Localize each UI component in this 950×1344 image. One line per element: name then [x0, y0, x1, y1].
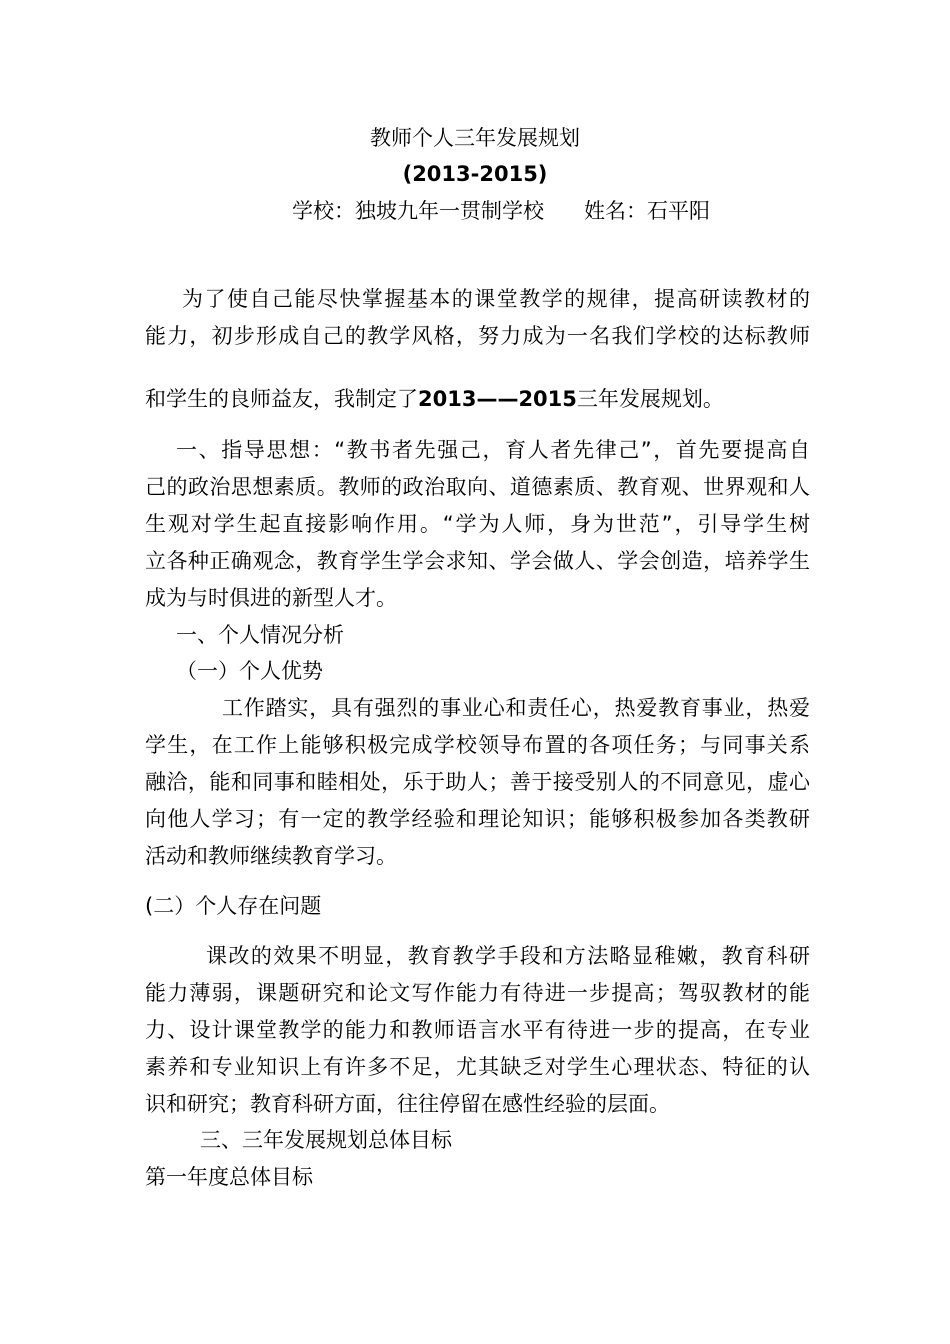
problems-line-2: 能力薄弱，课题研究和论文写作能力有待进一步提高；驾驭教材的能 — [145, 981, 810, 1005]
document-title: 教师个人三年发展规划 — [370, 126, 580, 150]
goals-heading: 三、三年发展规划总体目标 — [200, 1128, 452, 1152]
intro-line-3-c: 三年发展规划。 — [576, 387, 724, 411]
problems-line-3: 力、设计课堂教学的能力和教师语言水平有待进一步的提高，在专业 — [145, 1018, 810, 1042]
strengths-line-3: 融洽，能和同事和睦相处，乐于助人；善于接受别人的不同意见，虚心 — [145, 770, 810, 794]
problems-line-1: 课改的效果不明显，教育教学手段和方法略显稚嫩，教育科研 — [206, 944, 810, 968]
strengths-line-5: 活动和教师继续教育学习。 — [145, 844, 397, 868]
intro-line-3 — [145, 385, 810, 413]
strengths-line-1: 工作踏实，具有强烈的事业心和责任心，热爱教育事业，热爱 — [222, 696, 810, 720]
intro-line-3-a: 和学生的良师益友，我制定了 — [145, 387, 418, 411]
problems-line-5: 识和研究；教育科研方面，往往停留在感性经验的层面。 — [145, 1092, 670, 1116]
intro-line-2: 能力，初步形成自己的教学风格，努力成为一名我们学校的达标教师 — [145, 324, 810, 348]
first-year-goals-heading: 第一年度总体目标 — [145, 1165, 313, 1189]
intro-years: 2013——2015 — [418, 387, 577, 411]
problems-heading: (二）个人存在问题 — [145, 894, 322, 918]
guiding-line-4: 立各种正确观念，教育学生学会求知、学会做人、学会创造，培养学生 — [145, 549, 810, 573]
analysis-heading: 一、个人情况分析 — [176, 623, 344, 647]
guiding-line-1: 一、指导思想：“教书者先强己，育人者先律己”，首先要提高自 — [176, 438, 810, 462]
document-years: (2013-2015) — [402, 162, 548, 186]
guiding-line-5: 成为与时俱进的新型人才。 — [145, 586, 397, 610]
strengths-line-4: 向他人学习；有一定的教学经验和理论知识；能够积极参加各类教研 — [145, 807, 810, 831]
school-label: 学校：独坡九年一贯制学校 — [292, 199, 544, 223]
intro-line-1: 为了使自己能尽快掌握基本的课堂教学的规律，提高研读教材的 — [182, 287, 810, 311]
teacher-name: 姓名：石平阳 — [584, 199, 710, 223]
strengths-heading: （一）个人优势 — [176, 659, 323, 683]
guiding-line-2: 己的政治思想素质。教师的政治取向、道德素质、教育观、世界观和人 — [145, 475, 810, 499]
author-info — [292, 197, 710, 225]
strengths-line-2: 学生，在工作上能够积极完成学校领导布置的各项任务；与同事关系 — [145, 733, 810, 757]
problems-line-4: 素养和专业知识上有许多不足，尤其缺乏对学生心理状态、特征的认 — [145, 1055, 810, 1079]
guiding-line-3: 生观对学生起直接影响作用。“学为人师，身为世范”，引导学生树 — [145, 512, 810, 536]
